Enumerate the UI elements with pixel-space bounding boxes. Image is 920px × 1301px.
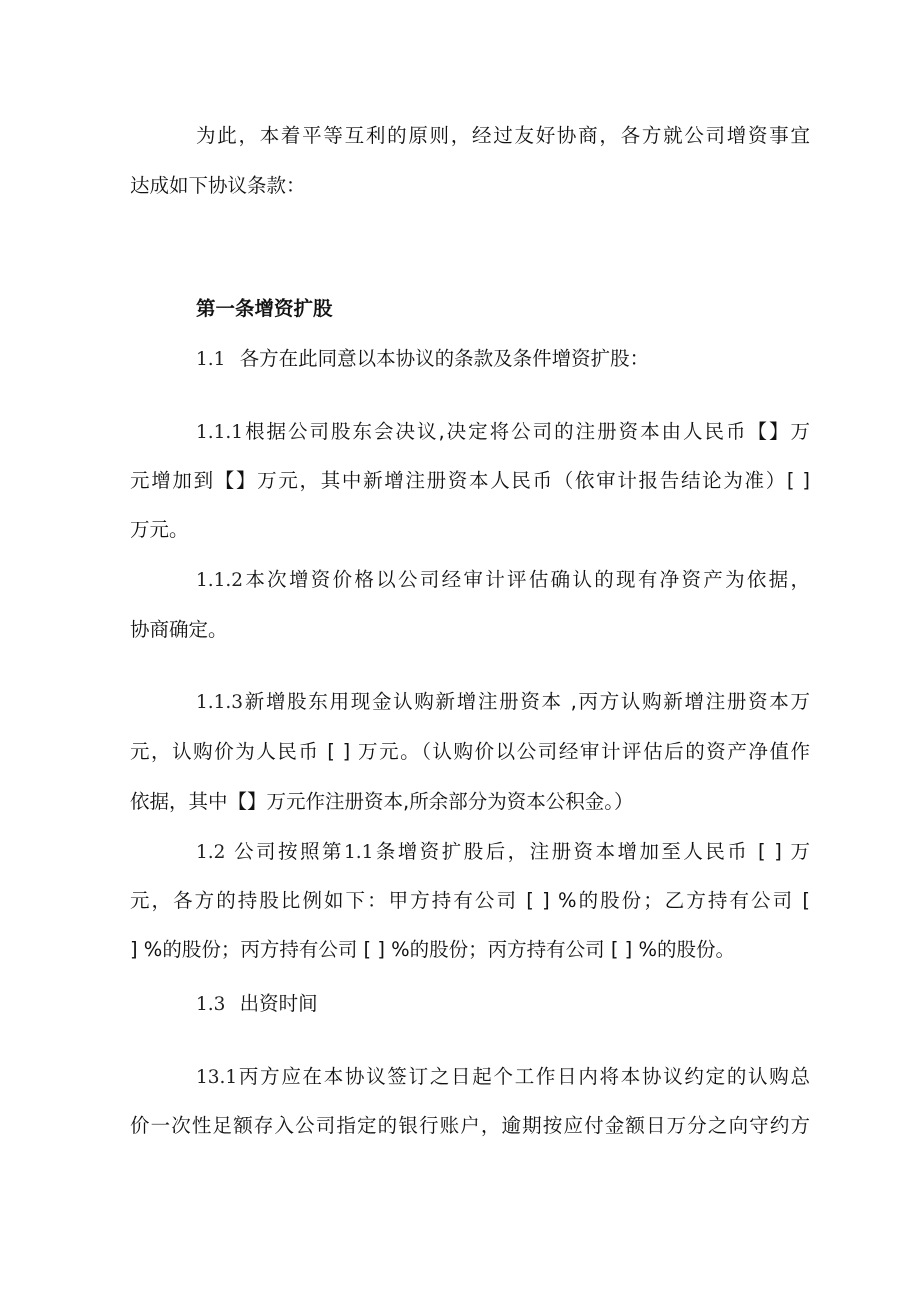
section-number: 1.1.2	[196, 570, 244, 591]
section-1-1-3-line-3: 依据，其中【】万元作注册资本,所余部分为资本公积金。）	[130, 790, 634, 813]
section-1-2-line-3: ] %的股份；丙方持有公司 [ ] %的股份；丙方持有公司 [ ] %的股份。	[130, 938, 736, 961]
section-number: 13.1	[196, 1067, 238, 1088]
section-13-1-line-2: 价一次性足额存入公司指定的银行账户，逾期按应付金额日万分之向守约方	[130, 1114, 810, 1137]
section-number: 1.2	[196, 842, 226, 863]
section-text: 出资时间	[239, 992, 318, 1015]
article-1-heading: 第一条增资扩股	[196, 297, 333, 320]
section-1-1-1-line-3: 万元。	[130, 518, 189, 541]
section-text: 丙方应在本协议签订之日起个工作日内将本协议约定的认购总	[237, 1065, 810, 1088]
section-1-3	[196, 990, 810, 1019]
section-text: 各方在此同意以本协议的条款及条件增资扩股：	[239, 347, 650, 370]
section-text: 新增股东用现金认购新增注册资本 ,丙方认购新增注册资本万	[243, 690, 810, 713]
section-1-1	[196, 345, 810, 374]
section-number: 1.1	[196, 349, 226, 370]
section-number: 1.1.3	[196, 692, 244, 713]
section-number: 1.3	[196, 994, 226, 1015]
section-1-1-3-line-2: 元，认购价为人民币 [ ] 万元。（认购价以公司经审计评估后的资产净值作	[130, 740, 810, 763]
section-13-1-line-1	[196, 1063, 810, 1092]
section-number: 1.1.1	[196, 422, 244, 443]
section-text: 根据公司股东会决议,决定将公司的注册资本由人民币【】万	[243, 420, 810, 443]
section-1-2-line-2: 元，各方的持股比例如下：甲方持有公司 [ ] %的股份；乙方持有公司 [	[130, 889, 810, 912]
section-text: 本次增资价格以公司经审计评估确认的现有净资产为依据，	[243, 568, 810, 591]
section-1-1-1-line-2: 元增加到【】万元，其中新增注册资本人民币（依审计报告结论为准）[ ]	[130, 469, 810, 492]
section-1-1-3-line-1	[196, 688, 810, 717]
intro-line-2: 达成如下协议条款：	[130, 174, 306, 197]
section-1-1-1-line-1	[196, 418, 810, 447]
intro-line-1: 为此，本着平等互利的原则，经过友好协商，各方就公司增资事宜	[196, 124, 810, 147]
section-1-2-line-1: 1.2 公司按照第1.1条增资扩股后，注册资本增加至人民币 [ ] 万	[196, 840, 810, 863]
section-1-1-2-line-1	[196, 566, 810, 595]
section-1-1-2-line-2: 协商确定。	[130, 618, 228, 641]
